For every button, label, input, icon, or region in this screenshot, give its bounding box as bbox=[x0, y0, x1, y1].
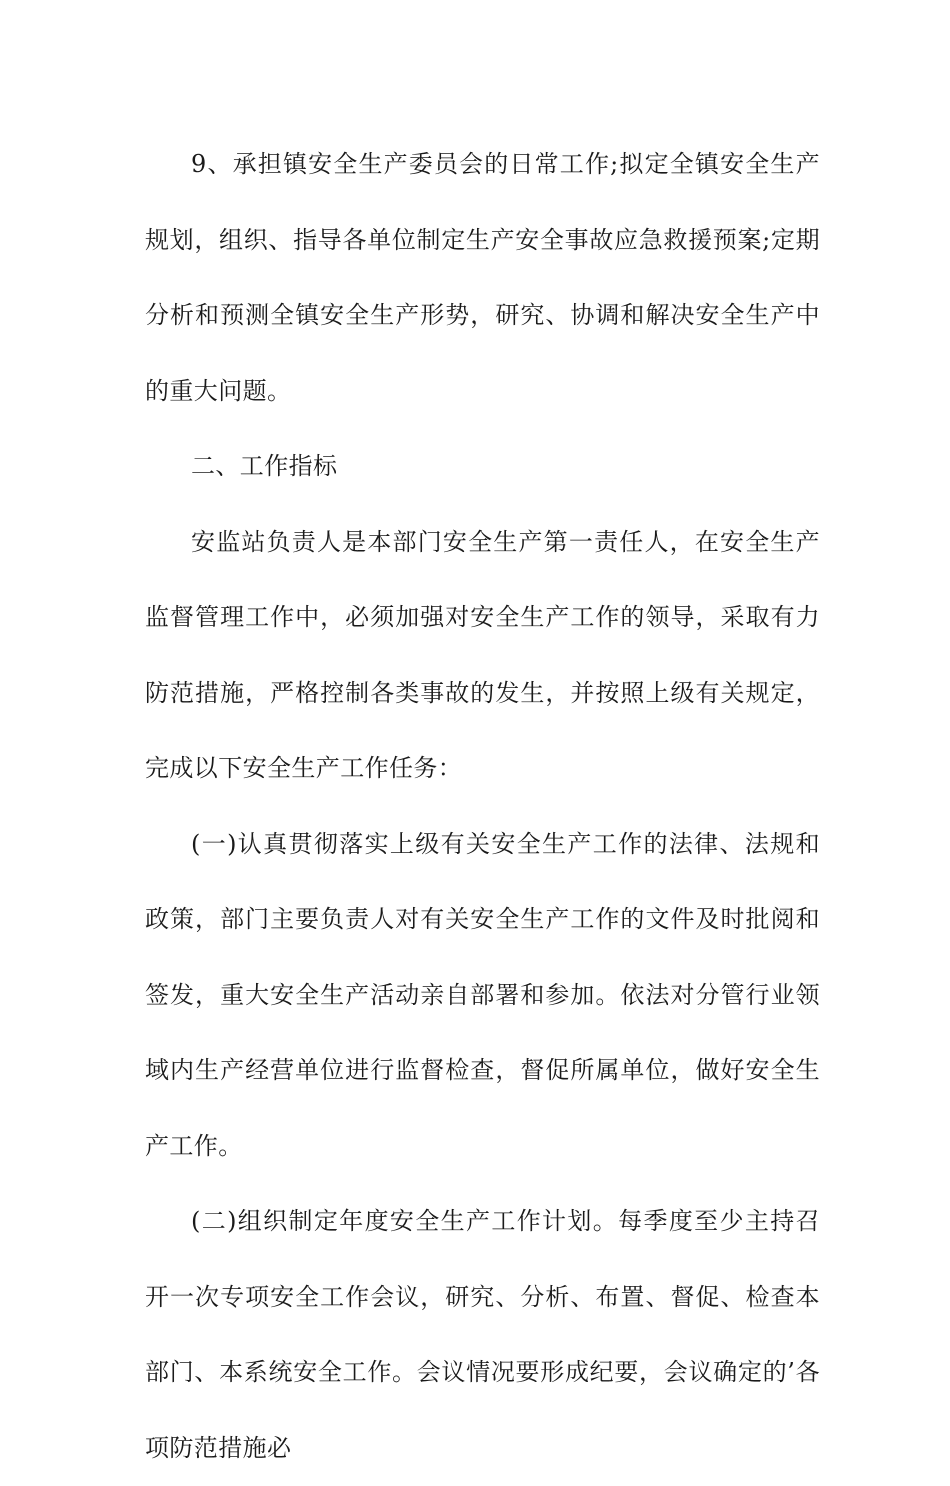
section-heading-work-targets: 二、工作指标 bbox=[191, 452, 338, 480]
document-body bbox=[145, 127, 820, 1486]
paragraph-task-1: (一)认真贯彻落实上级有关安全生产工作的法律、法规和政策，部门主要负责人对有关安全生产工作的文件及时批阅和签发，重大安全生产活动亲自部署和参加。依法对分管行业领域内生产经营单位进行监督检查，督促所属单位，做好安全生产工作。 bbox=[145, 829, 820, 1160]
paragraph-task-2: (二)组织制定年度安全生产工作计划。每季度至少主持召开一次专项安全工作会议，研究、分析、布置、督促、检查本部门、本系统安全工作。会议情况要形成纪要，会议确定的’各项防范措施必 bbox=[145, 1207, 820, 1462]
paragraph-responsible-person: 安监站负责人是本部门安全生产第一责任人，在安全生产监督管理工作中，必须加强对安全生产工作的领导，采取有力防范措施，严格控制各类事故的发生，并按照上级有关规定，完成以下安全生产工作任务： bbox=[145, 527, 820, 782]
paragraph-item-9: 9、承担镇安全生产委员会的日常工作;拟定全镇安全生产规划，组织、指导各单位制定生产安全事故应急救援预案;定期分析和预测全镇安全生产形势，研究、协调和解决安全生产中的重大问题。 bbox=[145, 150, 820, 405]
